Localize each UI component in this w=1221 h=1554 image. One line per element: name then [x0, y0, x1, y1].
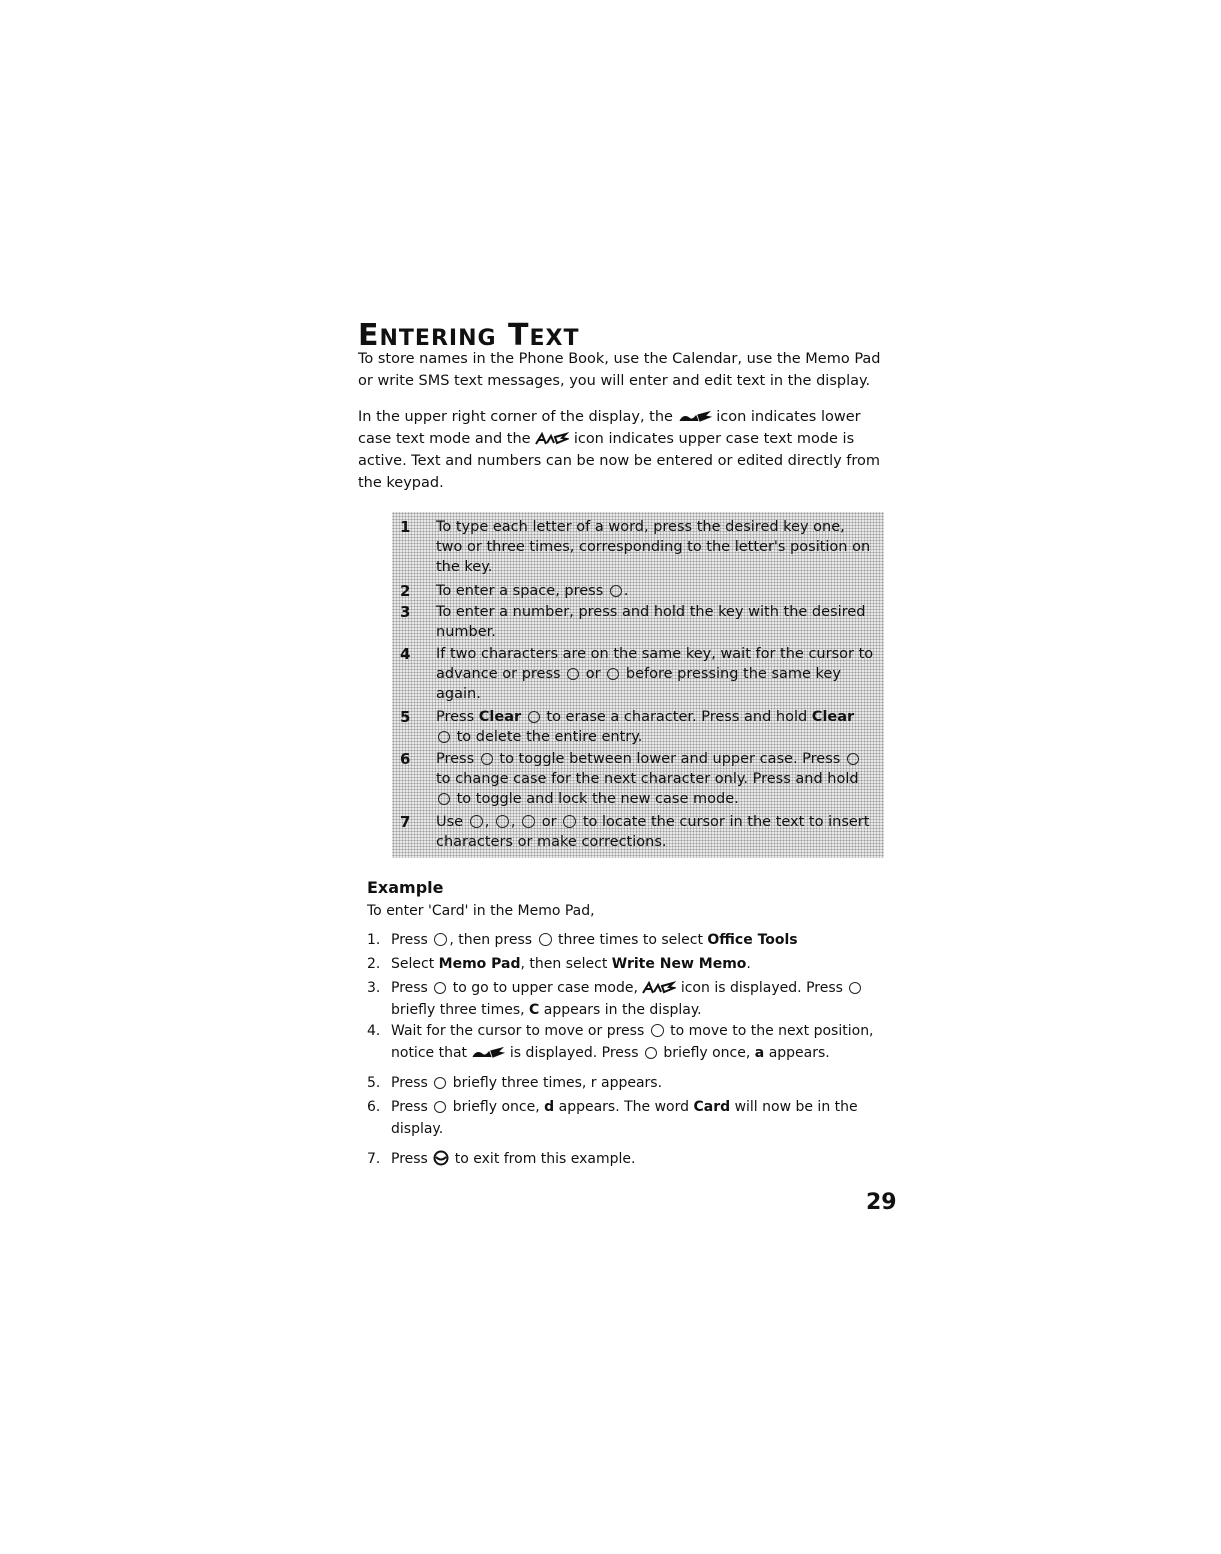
down-key-icon	[563, 815, 576, 828]
star-key-icon	[847, 753, 859, 765]
title-initial-2: T	[508, 318, 530, 353]
key-3-icon	[434, 1101, 446, 1113]
title-rest-2: EXT	[529, 326, 580, 351]
star-key-icon	[434, 982, 446, 994]
clear-key-icon	[438, 731, 450, 743]
space-key-icon	[610, 585, 622, 597]
intro-paragraph-1: To store names in the Phone Book, use the Calendar, use the Memo Pad or write SMS text messages, you will enter and edit text in the display.	[358, 351, 881, 389]
example-intro: To enter 'Card' in the Memo Pad,	[367, 903, 595, 919]
uppercase-mode-icon	[642, 980, 676, 994]
clear-key-icon	[528, 711, 540, 723]
page-number: 29	[866, 1190, 897, 1215]
title-initial-1: E	[358, 318, 380, 353]
right-key-icon	[651, 1024, 664, 1037]
right-key-icon	[496, 815, 509, 828]
up-key-icon	[522, 815, 535, 828]
key-7-icon	[434, 1077, 446, 1089]
intro-paragraph-2: In the upper right corner of the display, the icon indicates lower case text mode and the icon indicates upper case text mode is active. Text and numbers can be now be entered or edited directly from the keypad.	[358, 409, 881, 491]
up-key-icon	[539, 933, 552, 946]
steps-box: 1 To type each letter of a word, press the desired key one, two or three times, corresponding to the letter's position on the key. 2 To enter a space, press . 3 To enter a number, press and hold the key with the desired number. 4 If two characters are on the same key, wait for the cursor to advance or press or before pressing the same key again. 5 Press Clear to erase a character. Press and hold Clear to delete the entire entry. 6 Press to toggle between lower and upper case. Press to change case for the next character only. Press and hold to toggle and lock the new case mode. 7 Use , , or to locate the cursor in the text to insert characters or make corrections.	[392, 512, 884, 858]
key-2-icon	[849, 982, 861, 994]
uppercase-mode-icon	[535, 431, 569, 445]
end-key-icon	[432, 1150, 450, 1166]
lowercase-mode-icon	[471, 1045, 505, 1059]
hash-key-icon	[607, 668, 619, 680]
lowercase-mode-icon	[678, 409, 712, 423]
title-rest-1: NTERING	[379, 326, 497, 351]
key-2-icon	[645, 1047, 657, 1059]
left-key-icon	[470, 815, 483, 828]
star-key-icon	[481, 753, 493, 765]
star-key-icon	[438, 793, 450, 805]
manual-page: ENTERING TEXT To store names in the Phone Book, use the Calendar, use the Memo Pad or write SMS text messages, you will enter and edit text in the display. In the upper right corner of the display, the icon indicates lower case text mode and the icon indicates upper case text mode is active. Text and numbers can be now be entered or edited directly from the keypad. 1 To type each letter of a word, press the desired key one, two or three times, corresponding to the letter's position on the key. 2 To enter a space, press . 3 To enter a number, press and hold the key with the desired number. 4 If two characters are on the same key, wait for the cursor to advance or press or before pressing the same key again. 5 Press Clear to erase a character. Press and hold Clear to delete the entire entry. 6 Press to toggle between lower and upper case. Press to change case for the next character only. Press and hold to toggle and lock the new case mode. 7 Use , , or to locate the cursor in the text to insert characters or make corrections. Example To enter 'Card' in the Memo Pad, 1. Press , then press three times to select Office Tools 2. Select Memo Pad, then select Write New Memo. 3. Press to go to upper case mode, icon is displayed. Press briefly three times, C appears in the display. 4. Wait for the cursor to move or press to move to the next position, notice that is displayed. Press briefly once, a appears. 5. Press briefly three times, r appears. 6. Press briefly once, d appears. The word Card will now be in the display. 7. Press to exit from this example. 29	[358, 318, 897, 1215]
right-key-icon	[567, 668, 579, 680]
example-heading: Example	[367, 878, 444, 897]
right-key-icon	[434, 933, 447, 946]
